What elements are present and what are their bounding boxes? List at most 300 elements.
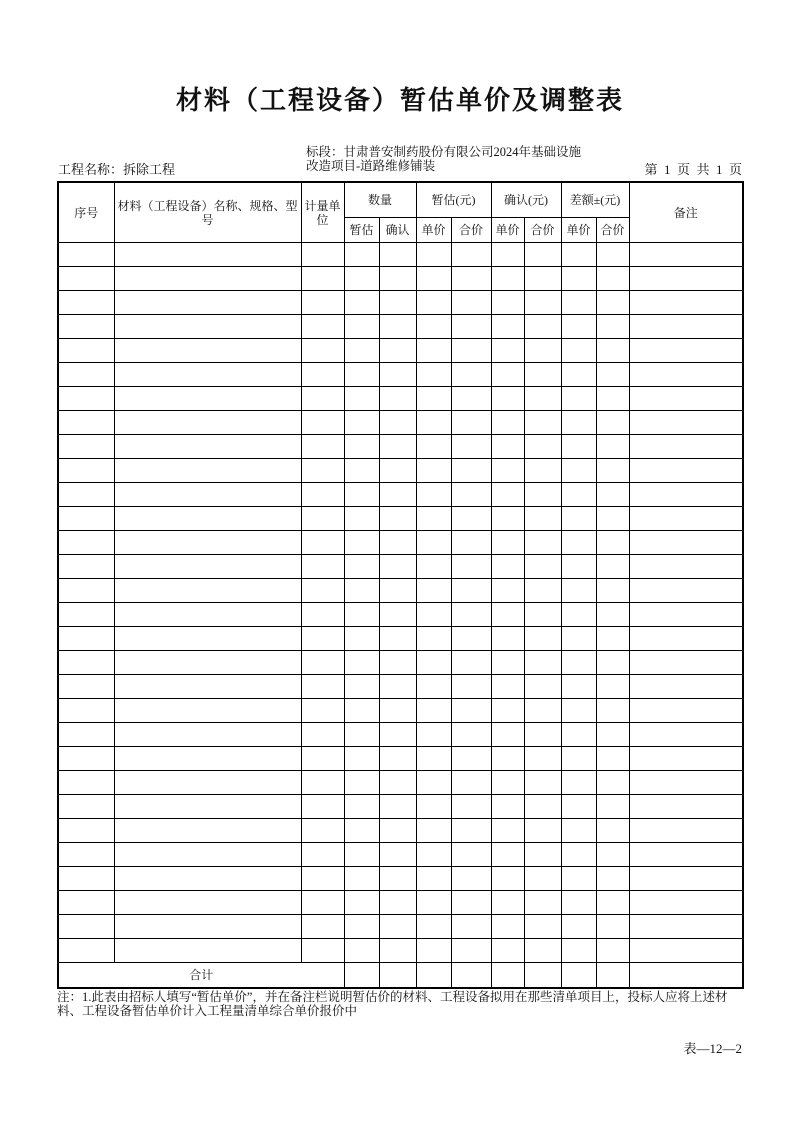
- table-cell: [379, 411, 416, 435]
- table-cell: [344, 363, 379, 387]
- col-header-quantity: 数量: [344, 182, 416, 218]
- table-cell: [561, 411, 596, 435]
- table-row: [58, 435, 743, 459]
- table-cell: [596, 867, 629, 891]
- table-cell: [524, 843, 561, 867]
- table-cell: [596, 939, 629, 963]
- table-cell: [524, 795, 561, 819]
- table-cell: [451, 315, 491, 339]
- table-row: [58, 939, 743, 963]
- subcol-confirmed-unit-price: 单价: [491, 218, 524, 243]
- table-cell: [58, 507, 114, 531]
- table-cell: [114, 675, 301, 699]
- table-row: [58, 243, 743, 267]
- table-cell: [344, 771, 379, 795]
- table-row: [58, 339, 743, 363]
- table-cell: [451, 555, 491, 579]
- table-cell: [524, 867, 561, 891]
- table-cell: [379, 891, 416, 915]
- col-header-difference-yuan: 差额±(元): [561, 182, 629, 218]
- table-row: [58, 387, 743, 411]
- table-cell: [344, 843, 379, 867]
- table-cell: [596, 291, 629, 315]
- table-cell: [451, 339, 491, 363]
- table-cell: [561, 747, 596, 771]
- table-cell: [524, 387, 561, 411]
- table-cell: [596, 915, 629, 939]
- table-cell: [629, 939, 743, 963]
- table-cell: [114, 795, 301, 819]
- table-cell: [561, 483, 596, 507]
- col-header-remark: 备注: [629, 182, 743, 243]
- table-cell: [114, 387, 301, 411]
- table-cell: [416, 435, 451, 459]
- total-label-cell: 合计: [58, 963, 344, 989]
- table-cell: [114, 411, 301, 435]
- table-cell: [524, 555, 561, 579]
- table-cell: [58, 531, 114, 555]
- table-cell: [524, 819, 561, 843]
- table-cell: [114, 315, 301, 339]
- table-cell: [58, 315, 114, 339]
- table-cell: [58, 747, 114, 771]
- table-cell: [344, 675, 379, 699]
- table-cell: [416, 267, 451, 291]
- table-cell: [301, 627, 344, 651]
- table-cell: [58, 363, 114, 387]
- table-cell: [344, 387, 379, 411]
- table-cell: [58, 915, 114, 939]
- table-cell: [416, 555, 451, 579]
- table-cell: [524, 243, 561, 267]
- table-cell: [561, 579, 596, 603]
- table-cell: [561, 459, 596, 483]
- table-row: [58, 843, 743, 867]
- table-cell: [596, 651, 629, 675]
- table-cell: [379, 435, 416, 459]
- subcol-quantity-provisional: 暂估: [344, 218, 379, 243]
- table-cell: [344, 867, 379, 891]
- table-cell: [491, 243, 524, 267]
- table-cell: [451, 579, 491, 603]
- table-cell: [344, 651, 379, 675]
- table-cell: [451, 627, 491, 651]
- table-cell: [344, 939, 379, 963]
- table-cell: [301, 315, 344, 339]
- table-cell: [524, 507, 561, 531]
- table-cell: [301, 843, 344, 867]
- table-cell: [561, 771, 596, 795]
- table-cell: [416, 939, 451, 963]
- col-header-unit: 计量单位: [301, 182, 344, 243]
- table-cell: [379, 483, 416, 507]
- table-cell: [491, 651, 524, 675]
- table-cell: [629, 435, 743, 459]
- table-cell: [114, 339, 301, 363]
- table-cell: [451, 507, 491, 531]
- table-cell: [416, 363, 451, 387]
- col-header-provisional-yuan: 暂估(元): [416, 182, 491, 218]
- total-row: [58, 963, 743, 989]
- total-cell: [451, 963, 491, 989]
- table-cell: [379, 339, 416, 363]
- table-cell: [561, 867, 596, 891]
- total-cell: [524, 963, 561, 989]
- table-cell: [491, 771, 524, 795]
- table-row: [58, 267, 743, 291]
- table-cell: [416, 411, 451, 435]
- table-cell: [524, 579, 561, 603]
- table-cell: [596, 243, 629, 267]
- table-cell: [524, 651, 561, 675]
- table-cell: [451, 795, 491, 819]
- table-cell: [344, 531, 379, 555]
- table-cell: [379, 315, 416, 339]
- table-cell: [596, 699, 629, 723]
- table-cell: [451, 891, 491, 915]
- total-cell: [596, 963, 629, 989]
- table-cell: [379, 603, 416, 627]
- table-cell: [114, 723, 301, 747]
- table-row: [58, 507, 743, 531]
- table-cell: [301, 819, 344, 843]
- table-cell: [301, 507, 344, 531]
- project-name-label: 工程名称：拆除工程: [58, 162, 176, 177]
- table-cell: [491, 459, 524, 483]
- table-cell: [596, 819, 629, 843]
- table-cell: [379, 507, 416, 531]
- table-cell: [491, 339, 524, 363]
- table-cell: [416, 891, 451, 915]
- table-cell: [491, 579, 524, 603]
- table-cell: [301, 435, 344, 459]
- table-cell: [629, 723, 743, 747]
- table-cell: [114, 867, 301, 891]
- table-cell: [301, 483, 344, 507]
- table-cell: [451, 603, 491, 627]
- table-cell: [629, 243, 743, 267]
- table-cell: [524, 315, 561, 339]
- total-cell: [491, 963, 524, 989]
- table-cell: [301, 579, 344, 603]
- table-cell: [416, 675, 451, 699]
- subcol-quantity-confirmed: 确认: [379, 218, 416, 243]
- table-cell: [524, 483, 561, 507]
- total-cell: [416, 963, 451, 989]
- table-cell: [58, 771, 114, 795]
- table-cell: [491, 795, 524, 819]
- table-cell: [114, 555, 301, 579]
- table-cell: [524, 627, 561, 651]
- table-cell: [379, 627, 416, 651]
- table-cell: [416, 387, 451, 411]
- table-cell: [379, 243, 416, 267]
- table-cell: [344, 555, 379, 579]
- table-cell: [416, 291, 451, 315]
- table-cell: [596, 747, 629, 771]
- table-cell: [58, 411, 114, 435]
- table-cell: [451, 459, 491, 483]
- table-cell: [416, 339, 451, 363]
- table-cell: [596, 795, 629, 819]
- table-cell: [344, 723, 379, 747]
- table-cell: [524, 411, 561, 435]
- table-cell: [451, 483, 491, 507]
- subcol-difference-unit-price: 单价: [561, 218, 596, 243]
- table-cell: [344, 339, 379, 363]
- table-cell: [344, 291, 379, 315]
- table-cell: [114, 651, 301, 675]
- table-cell: [561, 891, 596, 915]
- table-cell: [596, 771, 629, 795]
- table-cell: [491, 819, 524, 843]
- table-cell: [58, 339, 114, 363]
- table-row: [58, 411, 743, 435]
- table-row: [58, 915, 743, 939]
- table-cell: [561, 435, 596, 459]
- table-cell: [114, 267, 301, 291]
- table-cell: [629, 795, 743, 819]
- table-cell: [416, 459, 451, 483]
- table-cell: [379, 795, 416, 819]
- table-cell: [524, 291, 561, 315]
- table-cell: [416, 723, 451, 747]
- table-cell: [114, 891, 301, 915]
- table-cell: [561, 723, 596, 747]
- table-cell: [416, 315, 451, 339]
- table-cell: [301, 675, 344, 699]
- table-row: [58, 627, 743, 651]
- table-cell: [301, 459, 344, 483]
- table-cell: [491, 603, 524, 627]
- table-row: [58, 675, 743, 699]
- table-cell: [58, 699, 114, 723]
- table-cell: [561, 795, 596, 819]
- table-cell: [379, 771, 416, 795]
- table-cell: [344, 795, 379, 819]
- table-cell: [301, 723, 344, 747]
- col-header-seq: 序号: [58, 182, 114, 243]
- table-cell: [58, 459, 114, 483]
- table-body: [58, 243, 743, 963]
- table-cell: [629, 267, 743, 291]
- table-cell: [561, 699, 596, 723]
- table-cell: [451, 435, 491, 459]
- table-cell: [596, 411, 629, 435]
- table-cell: [379, 843, 416, 867]
- table-cell: [629, 819, 743, 843]
- table-cell: [301, 915, 344, 939]
- table-cell: [301, 747, 344, 771]
- table-cell: [491, 411, 524, 435]
- table-cell: [629, 627, 743, 651]
- table-cell: [114, 747, 301, 771]
- table-cell: [561, 363, 596, 387]
- table-cell: [524, 531, 561, 555]
- table-cell: [629, 843, 743, 867]
- table-cell: [524, 675, 561, 699]
- table-cell: [416, 603, 451, 627]
- table-cell: [629, 483, 743, 507]
- form-number: 表—12—2: [683, 1041, 742, 1056]
- table-row: [58, 579, 743, 603]
- table-cell: [561, 939, 596, 963]
- table-cell: [416, 795, 451, 819]
- table-cell: [301, 363, 344, 387]
- table-cell: [58, 579, 114, 603]
- table-cell: [524, 747, 561, 771]
- table-cell: [596, 483, 629, 507]
- table-cell: [379, 723, 416, 747]
- table-cell: [451, 699, 491, 723]
- table-cell: [344, 891, 379, 915]
- table-cell: [491, 291, 524, 315]
- col-header-confirmed-yuan: 确认(元): [491, 182, 561, 218]
- table-cell: [596, 459, 629, 483]
- table-cell: [491, 747, 524, 771]
- table-cell: [596, 315, 629, 339]
- table-cell: [58, 483, 114, 507]
- table-cell: [416, 747, 451, 771]
- table-cell: [301, 939, 344, 963]
- table-cell: [58, 843, 114, 867]
- table-cell: [58, 891, 114, 915]
- table-cell: [301, 771, 344, 795]
- form-note: 注：1.此表由招标人填写“暂估单价”，并在备注栏说明暂估价的材料、工程设备拟用在那些清单项目上，投标人应将上述材料、工程设备暂估单价计入工程量清单综合单价报价中: [57, 990, 728, 1018]
- table-cell: [114, 939, 301, 963]
- table-cell: [344, 603, 379, 627]
- table-cell: [58, 723, 114, 747]
- table-cell: [114, 435, 301, 459]
- table-cell: [114, 483, 301, 507]
- table-cell: [344, 243, 379, 267]
- table-cell: [629, 771, 743, 795]
- table-cell: [491, 531, 524, 555]
- table-cell: [114, 531, 301, 555]
- table-cell: [629, 555, 743, 579]
- table-cell: [301, 651, 344, 675]
- table-row: [58, 459, 743, 483]
- table-cell: [629, 507, 743, 531]
- table-cell: [524, 939, 561, 963]
- table-cell: [451, 939, 491, 963]
- table-cell: [344, 747, 379, 771]
- table-cell: [491, 363, 524, 387]
- table-cell: [451, 651, 491, 675]
- table-cell: [379, 387, 416, 411]
- table-cell: [451, 675, 491, 699]
- table-cell: [58, 435, 114, 459]
- table-cell: [301, 411, 344, 435]
- table-cell: [561, 651, 596, 675]
- table-cell: [561, 627, 596, 651]
- table-row: [58, 603, 743, 627]
- table-row: [58, 795, 743, 819]
- table-cell: [114, 579, 301, 603]
- table-cell: [629, 675, 743, 699]
- page-indicator: 第 1 页 共 1 页: [644, 162, 742, 177]
- table-cell: [491, 483, 524, 507]
- table-cell: [561, 507, 596, 531]
- form-title: 材料（工程设备）暂估单价及调整表: [175, 86, 624, 115]
- table-cell: [596, 579, 629, 603]
- table-cell: [491, 891, 524, 915]
- table-cell: [629, 339, 743, 363]
- table-cell: [629, 915, 743, 939]
- table-cell: [301, 531, 344, 555]
- subcol-confirmed-total-price: 合价: [524, 218, 561, 243]
- table-cell: [416, 243, 451, 267]
- table-cell: [451, 267, 491, 291]
- total-cell: [344, 963, 379, 989]
- table-cell: [491, 939, 524, 963]
- table-cell: [491, 723, 524, 747]
- table-cell: [629, 603, 743, 627]
- table-cell: [344, 483, 379, 507]
- table-row: [58, 315, 743, 339]
- table-cell: [561, 387, 596, 411]
- table-cell: [561, 603, 596, 627]
- table-cell: [114, 699, 301, 723]
- table-cell: [416, 699, 451, 723]
- table-cell: [451, 843, 491, 867]
- meta-row: [57, 145, 742, 179]
- table-cell: [561, 267, 596, 291]
- table-cell: [629, 579, 743, 603]
- table-cell: [379, 363, 416, 387]
- table-row: [58, 699, 743, 723]
- table-row: [58, 867, 743, 891]
- table-cell: [629, 531, 743, 555]
- table-cell: [629, 651, 743, 675]
- table-cell: [491, 843, 524, 867]
- table-cell: [344, 435, 379, 459]
- table-cell: [301, 267, 344, 291]
- table-cell: [379, 555, 416, 579]
- table-cell: [561, 843, 596, 867]
- table-cell: [114, 819, 301, 843]
- table-cell: [629, 411, 743, 435]
- table-cell: [58, 675, 114, 699]
- table-cell: [451, 915, 491, 939]
- table-cell: [344, 579, 379, 603]
- table-cell: [379, 459, 416, 483]
- table-cell: [451, 387, 491, 411]
- table-cell: [114, 291, 301, 315]
- table-row: [58, 363, 743, 387]
- table-cell: [596, 267, 629, 291]
- table-cell: [491, 267, 524, 291]
- table-cell: [596, 507, 629, 531]
- table-cell: [491, 315, 524, 339]
- table-row: [58, 723, 743, 747]
- table-cell: [301, 243, 344, 267]
- table-row: [58, 555, 743, 579]
- table-cell: [451, 723, 491, 747]
- table-cell: [561, 819, 596, 843]
- table-row: [58, 819, 743, 843]
- table-row: [58, 891, 743, 915]
- table-cell: [344, 507, 379, 531]
- table-cell: [416, 915, 451, 939]
- table-cell: [301, 891, 344, 915]
- table-row: [58, 651, 743, 675]
- table-cell: [114, 915, 301, 939]
- table-cell: [379, 819, 416, 843]
- table-cell: [416, 867, 451, 891]
- table-cell: [301, 291, 344, 315]
- table-cell: [58, 651, 114, 675]
